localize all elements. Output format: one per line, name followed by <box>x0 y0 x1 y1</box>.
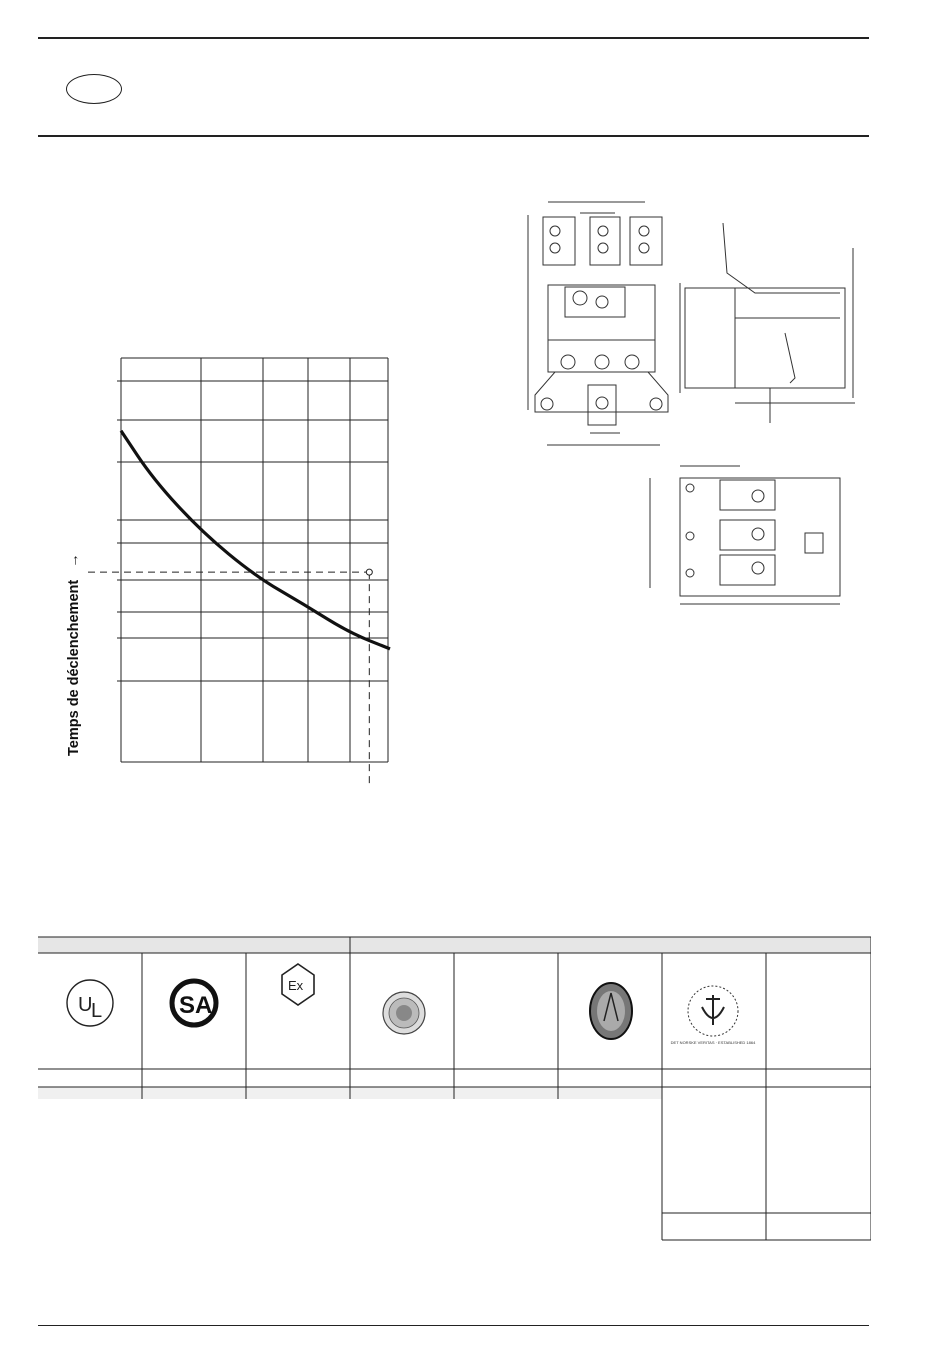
top-view-drawing <box>645 458 860 618</box>
chart-grid <box>117 358 388 762</box>
certification-table <box>38 929 871 1244</box>
medallion-icon <box>590 983 632 1039</box>
table-header-band <box>38 937 871 953</box>
csa-icon <box>172 981 216 1025</box>
svg-text:U: U <box>78 994 93 1016</box>
svg-text:SA: SA <box>179 992 213 1019</box>
top-rule <box>38 37 869 39</box>
reference-point <box>88 569 372 785</box>
reference-marker <box>366 569 372 575</box>
svg-text:Ex: Ex <box>288 978 304 993</box>
bottom-rule <box>38 1325 869 1326</box>
header-bottom-rule <box>38 135 869 137</box>
front-view-drawing <box>510 190 680 455</box>
trip-curve-chart <box>80 350 410 790</box>
y-axis-label: Temps de déclenchement → <box>66 553 82 756</box>
dnv-icon <box>671 986 756 1045</box>
svg-text:DET NORSKE VERITAS · ESTABLISH: DET NORSKE VERITAS · ESTABLISHED 1864 <box>670 1040 756 1045</box>
ul-icon <box>67 980 113 1026</box>
side-view-drawing <box>675 218 865 433</box>
ex-icon <box>282 964 314 1005</box>
country-oval-icon <box>66 74 122 104</box>
seal-icon <box>383 992 425 1034</box>
svg-text:L: L <box>91 1000 103 1022</box>
